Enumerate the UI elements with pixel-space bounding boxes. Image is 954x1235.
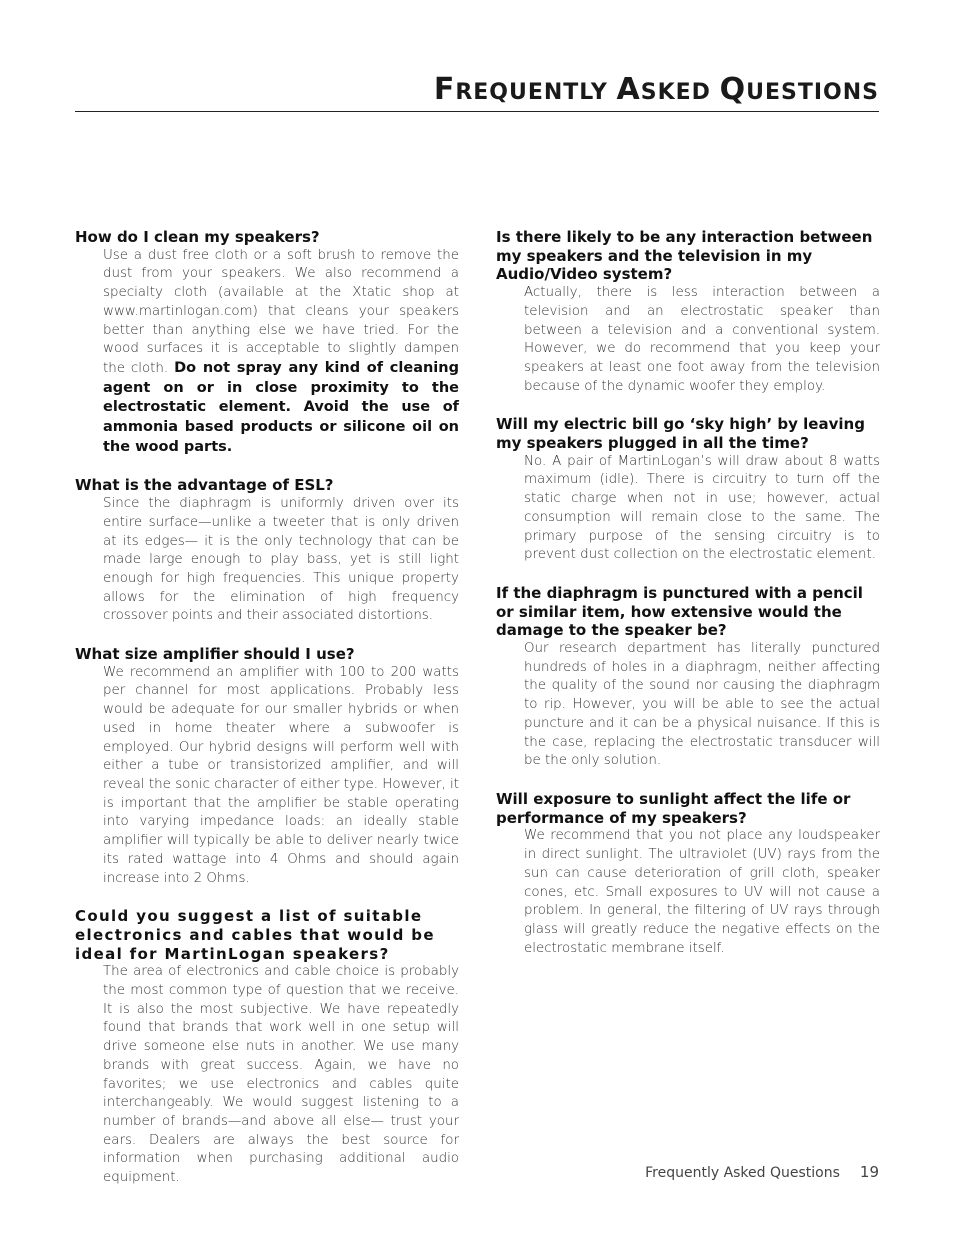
faq-item: [496, 415, 880, 565]
title-divider: [75, 111, 879, 112]
faq-answer: We recommend that you not place any loudspeaker in direct sunlight. The ultraviolet (UV) rays from the sun can cause deterioration of grill cloth, speaker cones, etc. Small exposures to UV will not cause a problem. In general, the filtering of UV rays through glass will greatly reduce the negative effects on the electrostatic membrane itself.: [524, 828, 880, 956]
faq-answer: No. A pair of MartinLogan’s will draw about 8 watts maximum (idle). There is circuitry to turn off the static charge when not in use; however, actual consumption will remain close to the same. The primary purpose of the sensing circuitry is to prevent dust collection on the electrostatic element.: [524, 453, 880, 563]
faq-item: [75, 476, 459, 626]
faq-question: Is there likely to be any interaction between my speakers and the television in my Audio/Video system?: [496, 228, 873, 284]
faq-item: [75, 907, 459, 1188]
page-title: [75, 72, 879, 107]
faq-answer-warning: Do not spray any kind of cleaning agent on or in close proximity to the electrostatic element. Avoid the use of ammonia based products or silicone oil on the wood parts.: [103, 359, 459, 455]
faq-item: [75, 645, 459, 888]
faq-answer: The area of electronics and cable choice is probably the most common type of question that we receive. It is also the most subjective. We have repeatedly found that brands that work well in one setup will drive someone else nuts in another. We use many brands with great success. Again, we have no favorites; we use electronics and cables quite interchangeably. We would suggest listening to a number of brands—and above all else— trust your ears. Dealers are always the best source for information when purchasing additional audio equipment.: [103, 964, 459, 1186]
faq-answer: Since the diaphragm is uniformly driven over its entire surface—unlike a tweeter that is only driven at its edges— it is the only technology that can be made large enough to play bass, yet is still light enough for high frequencies. This unique property allows for the elimination of high frequency crossover points and their associated distortions.: [103, 496, 459, 624]
faq-item: [496, 228, 880, 396]
faq-answer: Actually, there is less interaction between a television and an electrostatic speaker than between a television and a conventional system. However, we do recommend that you keep your speakers at least one foot away from the television because of the dynamic woofer they employ.: [524, 285, 880, 394]
title-word-2: ASKED: [616, 72, 711, 107]
faq-item: [496, 790, 880, 958]
faq-item: [496, 584, 880, 771]
faq-question: Could you suggest a list of suitable electronics and cables that would be ideal for MartinLogan speakers?: [75, 907, 435, 963]
page-footer: [645, 1163, 879, 1181]
faq-answer: Our research department has literally punctured hundreds of holes in a diaphragm, neither affecting the quality of the sound nor causing the diaphragm to rip. However, you will be able to see the actual puncture and it can be a physical nuisance. If this is the case, replacing the electrostatic transducer will be the only solution.: [524, 641, 880, 769]
footer-section-title: Frequently Asked Questions: [645, 1165, 840, 1181]
faq-item: [75, 228, 459, 457]
right-column: [496, 228, 880, 977]
faq-question: If the diaphragm is punctured with a pencil or similar item, how extensive would the damage to the speaker be?: [496, 583, 863, 640]
faq-question: Will exposure to sunlight affect the life or performance of my speakers?: [496, 789, 851, 827]
faq-question: What size amplifier should I use?: [75, 645, 355, 664]
title-word-3: QUESTIONS: [719, 72, 879, 107]
faq-question: How do I clean my speakers?: [75, 228, 320, 246]
faq-question: What is the advantage of ESL?: [75, 476, 334, 495]
title-word-1: FREQUENTLY: [433, 72, 608, 107]
faq-answer: We recommend an amplifier with 100 to 200 watts per channel for most applications. Probably less would be adequate for our smaller hybrids or when used in home theater where a subwoofer is employed. Our hybrid designs will perform well with either a tube or transistorized amplifier, and will reveal the sonic character of either type. However, it is important that the amplifier be stable operating into varying impedance loads: an ideally stable amplifier will typically be able to deliver nearly twice its rated wattage into 4 Ohms and should again increase into 2 Ohms.: [103, 664, 459, 886]
page-number: 19: [859, 1163, 879, 1181]
faq-question: Will my electric bill go ‘sky high’ by leaving my speakers plugged in all the time?: [496, 415, 865, 453]
faq-answer: Use a dust free cloth or a soft brush to remove the dust from your speakers. We also recommend a specialty cloth (available at the Xtatic shop at www.martinlogan.com) that cleans your speakers better than anything else we have tried. For the wood surfaces it is acceptable to slightly dampen the cloth. Do not spray any kind of cleaning agent on or in close proximity to the electrostatic element. Avoid the use of ammonia based products or silicone oil on the wood parts.: [103, 247, 459, 455]
left-column: [75, 228, 459, 1207]
